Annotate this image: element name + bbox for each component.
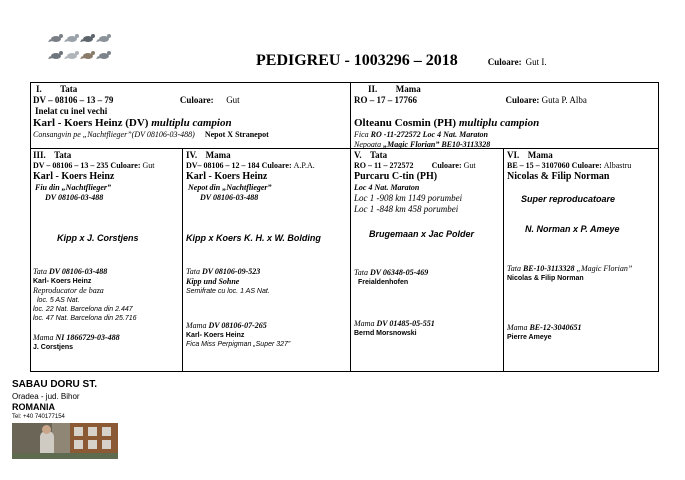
mother-line2: „Magic Florian” BE10-3113328 [383, 140, 491, 149]
mother-cell [354, 84, 656, 150]
gp3-line2: DV 08106-03-488 [45, 193, 104, 202]
gp5-cross: Brugemaan x Jac Polder [369, 229, 475, 239]
gp4-color-value: A.P.A. [293, 161, 315, 170]
gp6-color-value: Albastru [603, 161, 632, 170]
breeder-country: ROMANIA [12, 402, 55, 412]
father-note: Inelat cu inel vechi [35, 106, 108, 116]
father-ring: DV – 08106 – 13 – 79 [33, 95, 114, 105]
gp5-sire-label: Tata [354, 268, 368, 277]
gp5-dam-owner: Bernd Morsnowski [354, 330, 417, 337]
gp6-cell [507, 150, 657, 342]
father-cell [33, 84, 348, 140]
gp4-cross: Kipp x Koers K. H. x W. Bolding [186, 233, 321, 243]
mother-title: multiplu campion [458, 117, 540, 129]
gp3-sire-label: Tata [33, 267, 47, 276]
mother-line1-prefix: Fica [354, 130, 369, 139]
gp3-line1: Fiu din „Nachtflieger” [35, 183, 112, 192]
gp6-sire-ring: BE-10-3113328 [522, 264, 575, 273]
gp6-sire-owner: Nicolas & Filip Norman [507, 275, 584, 282]
gp5-name: Purcaru C-tin (PH) [354, 171, 438, 182]
gp6-color-label: Culoare: [571, 161, 602, 170]
gp4-sire-l1: Semifrate cu loc. 1 AS Nat. [186, 288, 270, 295]
father-line1: Consangvin pe „Nachtflieger”(DV 08106-03-488) [33, 130, 195, 139]
gp3-ring: DV – 08106 – 13 – 235 [33, 161, 109, 170]
gp3-sire-l2: loc. 5 AS Nat. [37, 297, 80, 304]
gp6-roman: VI. [507, 150, 520, 160]
gp4-dam-l1: Fica Miss Perpigman „Super 327” [186, 341, 291, 348]
father-line1-extra: Nepot X Stranepot [204, 130, 269, 139]
page-title: PEDIGREU [256, 52, 341, 69]
pigeon-icon [96, 34, 111, 42]
gp6-cross: N. Norman x P. Ameye [525, 224, 620, 234]
mother-line2-prefix: Nepoata [354, 140, 382, 149]
gp4-name: Karl - Koers Heinz [186, 171, 268, 182]
pedigree-number: - 1003296 – 2018 [340, 52, 458, 69]
color-value: Gut I. [525, 57, 547, 67]
gp3-dam-ring: NI 1866729-03-488 [55, 333, 120, 342]
father-title: multiplu campion [151, 117, 232, 129]
gp4-dam-label: Mama [186, 321, 207, 330]
gp3-cell [33, 150, 180, 352]
gp3-cross: Kipp x J. Corstjens [57, 233, 139, 243]
mother-ring: RO – 17 – 17766 [354, 95, 417, 105]
gp5-line1: Loc 4 Nat. Maraton [354, 183, 420, 192]
gp5-line3: Loc 1 -848 km 458 porumbei [354, 204, 459, 214]
gp4-sire-label: Tata [186, 267, 200, 276]
breeder-phone: Tel: +40 740177154 [12, 414, 65, 420]
father-color-value: Gut [226, 95, 240, 105]
gp3-sire-l3: loc. 22 Nat. Barcelona din 2.447 [33, 306, 133, 313]
gp4-sire-owner: Kipp und Sohne [186, 277, 240, 286]
gp3-role: Tata [54, 150, 72, 160]
gp4-role: Mama [205, 150, 231, 160]
gp4-color-label: Culoare: [261, 161, 292, 170]
gp3-color-value: Gut [142, 161, 155, 170]
gp5-role: Tata [369, 150, 388, 160]
gp6-dam-label: Mama [507, 323, 528, 332]
gp3-sire-l4: loc. 47 Nat. Barcelona din 25.716 [33, 315, 137, 322]
breeder-info [12, 379, 97, 421]
mother-roman: II. [368, 84, 378, 94]
gp5-ring: RO – 11 – 272572 [354, 161, 414, 170]
mother-line1: RO -11-272572 Loc 4 Nat. Maraton [370, 130, 489, 139]
pigeon-icon [48, 51, 63, 59]
mother-role: Mama [395, 84, 421, 94]
father-name: Karl - Koers Heinz (DV) [33, 117, 149, 129]
gp4-roman: IV. [186, 150, 198, 160]
gp6-sire-label: Tata [507, 264, 521, 273]
pigeon-icon [80, 34, 95, 42]
breeder-city: Oradea - jud. Bihor [12, 392, 80, 401]
gp6-line1: Super reproducatoare [521, 194, 616, 204]
gp3-sire-owner: Karl- Koers Heinz [33, 278, 92, 285]
gp4-line1: Nepot din „Nachtflieger” [188, 183, 272, 192]
gp4-cell [186, 150, 348, 349]
gp4-dam-owner: Karl- Koers Heinz [186, 332, 245, 339]
pigeon-icon [96, 51, 111, 59]
mother-name: Olteanu Cosmin (PH) [354, 117, 457, 129]
mother-color-value: Guta P. Alba [541, 95, 587, 105]
breeder-photo [12, 423, 118, 459]
gp6-dam-ring: BE-12-3040651 [529, 323, 582, 332]
gp3-roman: III. [33, 150, 46, 160]
gp5-sire-owner: Freialdenhofen [358, 279, 409, 286]
father-roman: I. [36, 84, 42, 94]
pigeon-icon [64, 34, 79, 42]
gp3-name: Karl - Koers Heinz [33, 171, 115, 182]
gp4-sire-ring: DV 08106-09-523 [201, 267, 261, 276]
pigeon-icon [80, 51, 95, 59]
gp5-dam-label: Mama [354, 319, 375, 328]
gp6-role: Mama [527, 150, 553, 160]
color-label: Culoare: [487, 57, 522, 67]
gp5-color-label: Culoare: [431, 161, 462, 170]
pigeon-icon [48, 34, 63, 42]
gp5-line2: Loc 1 -908 km 1149 porumbei [354, 193, 463, 203]
gp4-dam-ring: DV 08106-07-265 [208, 321, 267, 330]
gp5-cell [354, 150, 501, 338]
mother-color-label: Culoare: [505, 95, 540, 105]
gp5-roman: V. [354, 150, 362, 160]
gp5-color-value: Gut [463, 161, 476, 170]
pigeon-icon [64, 51, 79, 59]
gp6-name: Nicolas & Filip Norman [507, 171, 610, 182]
breeder-name: SABAU DORU ST. [12, 379, 98, 390]
pigeons-logo [48, 30, 118, 66]
gp4-ring: DV– 08106 – 12 – 184 [186, 161, 260, 170]
gp6-sire-extra: „Magic Florian” [576, 264, 633, 273]
gp6-dam-owner: Pierre Ameye [507, 334, 552, 341]
gp3-color-label: Culoare: [110, 161, 141, 170]
gp5-dam-ring: DV 01485-05-551 [376, 319, 435, 328]
gp6-ring: BE – 15 – 3107060 [507, 161, 570, 170]
gp3-sire-l1: Reproducator de baza [33, 286, 104, 295]
father-role: Tata [60, 84, 78, 94]
father-color-label: Culoare: [179, 95, 214, 105]
gp3-dam-owner: J. Corstjens [33, 344, 74, 351]
gp4-line2: DV 08106-03-488 [200, 193, 259, 202]
page-header [256, 52, 547, 70]
gp3-sire-ring: DV 08106-03-488 [48, 267, 108, 276]
gp3-dam-label: Mama [33, 333, 54, 342]
gp5-sire-ring: DV 06348-05-469 [369, 268, 429, 277]
